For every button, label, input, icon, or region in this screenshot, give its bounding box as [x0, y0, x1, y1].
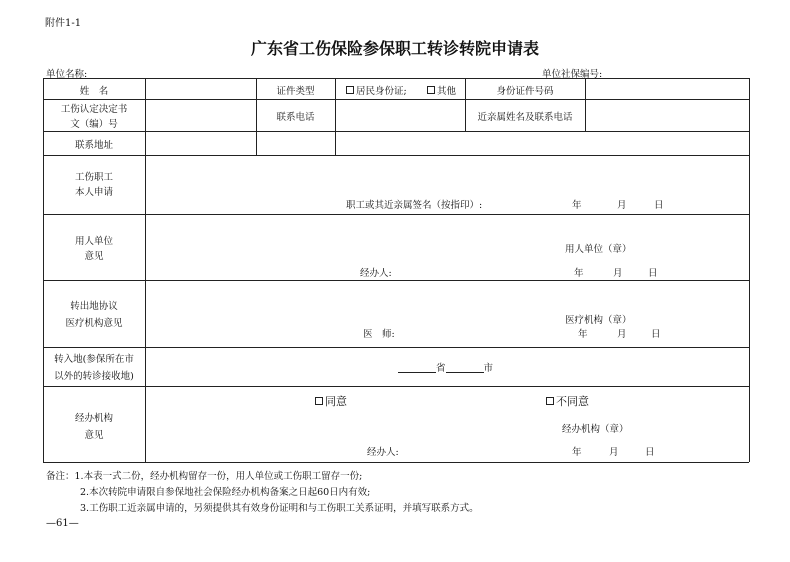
id-number-label: 身份证件号码 [496, 86, 554, 97]
checkbox-icon[interactable] [546, 397, 554, 405]
date-day-label: 日 [645, 447, 655, 458]
employer-seal-label: 用人单位（章） [565, 244, 632, 255]
destination-label-line1: 转入地(参保所在市 [54, 354, 134, 365]
checkbox-icon[interactable] [346, 86, 354, 94]
agency-opinion-label-line1: 经办机构 [74, 413, 113, 424]
column-divider [335, 78, 336, 155]
page-number: —61— [46, 518, 79, 529]
employer-opinion-label-line1: 用人单位 [74, 236, 113, 247]
employer-opinion-label-line2: 意见 [84, 251, 104, 262]
row-divider [43, 347, 749, 348]
row-divider [43, 386, 749, 387]
agency-opinion-label-line2: 意见 [84, 430, 104, 441]
date-day-label: 日 [654, 200, 664, 211]
employer-handler-label: 经办人: [360, 268, 392, 279]
phone-label: 联系电话 [276, 112, 315, 123]
date-month-label: 月 [617, 329, 627, 340]
address-field[interactable] [147, 133, 253, 153]
date-month-label: 月 [609, 447, 619, 458]
destination-label-line2: 以外的转诊接收地) [54, 371, 134, 382]
table-border-left [43, 78, 44, 462]
medical-seal-label: 医疗机构（章） [565, 315, 632, 326]
city-label: 市 [483, 363, 494, 374]
checkbox-icon[interactable] [427, 86, 435, 94]
agency-seal-label: 经办机构（章） [562, 424, 629, 435]
label-column-divider [145, 78, 146, 462]
column-divider [585, 78, 586, 131]
injury-doc-label-line1: 工伤认定决定书 [60, 104, 128, 115]
form-title: 广东省工伤保险参保职工转诊转院申请表 [250, 39, 539, 58]
checkbox-icon[interactable] [315, 397, 323, 405]
city-blank[interactable] [446, 363, 484, 373]
date-year-label: 年 [572, 447, 582, 458]
destination-field[interactable] [398, 360, 493, 374]
date-year-label: 年 [574, 268, 584, 279]
note-3: 3.工伤职工近亲属申请的，另须提供其有效身份证明和与工伤职工关系证明，并填写联系方式。 [80, 503, 479, 514]
province-blank[interactable] [398, 363, 436, 373]
row-divider [43, 155, 749, 156]
employee-request-label-line2: 本人申请 [74, 187, 113, 198]
injury-doc-label-line2: 文（编）号 [70, 119, 118, 130]
relative-contact-label: 近亲属姓名及联系电话 [477, 112, 573, 123]
id-number-field[interactable] [587, 80, 747, 98]
row-divider [43, 131, 749, 132]
id-type-label: 证件类型 [276, 86, 315, 97]
agency-handler-label: 经办人: [367, 447, 399, 458]
agency-agree-option[interactable]: 同意 [315, 393, 347, 409]
date-day-label: 日 [648, 268, 658, 279]
medical-opinion-label-line1: 转出地协议 [70, 301, 118, 312]
agency-disagree-option[interactable]: 不同意 [546, 393, 589, 409]
medical-opinion-label-line2: 医疗机构意见 [65, 318, 123, 329]
note-2: 2.本次转院申请限自参保地社会保险经办机构备案之日起60日内有效; [80, 487, 371, 498]
attachment-label: 附件1-1 [45, 18, 82, 29]
note-1: 备注：1.本表一式二份，经办机构留存一份，用人单位或工伤职工留存一份; [46, 471, 363, 482]
address-label: 联系地址 [74, 140, 113, 151]
date-day-label: 日 [651, 329, 661, 340]
employee-request-label-line1: 工伤职工 [74, 172, 113, 183]
id-type-option-resident[interactable]: 居民身份证; [346, 83, 407, 97]
employee-signature-label: 职工或其近亲属签名（按指印）: [346, 200, 483, 211]
date-year-label: 年 [578, 329, 588, 340]
name-field[interactable] [147, 80, 253, 98]
date-year-label: 年 [572, 200, 582, 211]
province-label: 省 [436, 363, 446, 374]
unit-ss-no-label: 单位社保编号: [542, 69, 603, 80]
table-border-top [43, 78, 749, 79]
row-divider [43, 280, 749, 281]
relative-contact-field[interactable] [587, 101, 747, 129]
date-month-label: 月 [613, 268, 623, 279]
date-month-label: 月 [617, 200, 627, 211]
row-divider [43, 99, 749, 100]
name-label: 姓 名 [79, 86, 109, 97]
phone-field[interactable] [337, 101, 463, 129]
doctor-label: 医 师: [363, 329, 395, 340]
unit-name-label: 单位名称: [46, 69, 88, 80]
table-border-right [749, 78, 750, 462]
id-type-option-other[interactable]: 其他 [427, 83, 456, 97]
injury-doc-field[interactable] [147, 101, 253, 129]
table-border-bottom [43, 462, 749, 463]
row-divider [43, 214, 749, 215]
